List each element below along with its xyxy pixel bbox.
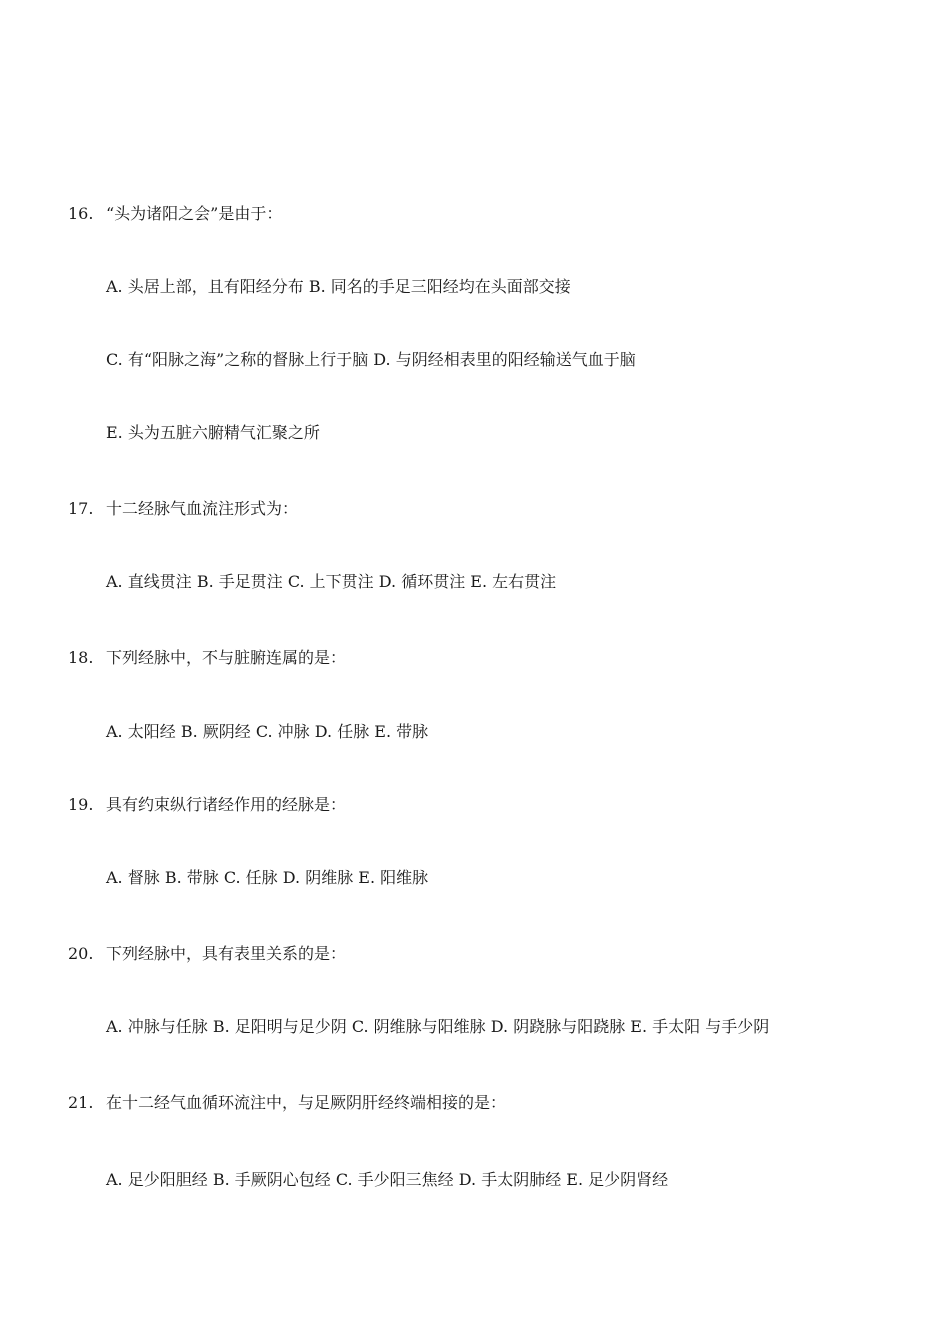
question-text: 具有约束纵行诸经作用的经脉是： xyxy=(106,795,347,814)
question-number: 19. xyxy=(68,795,94,814)
question-18-options-line-1: A. 太阳经 B. 厥阴经 C. 冲脉 D. 任脉 E. 带脉 xyxy=(106,722,429,741)
question-16-stem xyxy=(68,203,282,225)
question-text: 十二经脉气血流注形式为： xyxy=(106,499,299,518)
question-text: “头为诸阳之会”是由于： xyxy=(106,204,283,223)
question-21-stem xyxy=(68,1092,506,1114)
question-text: 在十二经气血循环流注中，与足厥阴肝经终端相接的是： xyxy=(106,1093,507,1112)
question-19-stem xyxy=(68,794,346,816)
question-21-options-line-1: A. 足少阳胆经 B. 手厥阴心包经 C. 手少阳三焦经 D. 手太阴肺经 E. 足少阴肾经 xyxy=(106,1170,669,1189)
question-16-options-line-3: E. 头为五脏六腑精气汇聚之所 xyxy=(106,423,320,442)
question-number: 18. xyxy=(68,648,94,667)
question-20-options-line-1: A. 冲脉与任脉 B. 足阳明与足少阴 C. 阴维脉与阳维脉 D. 阴跷脉与阳跷脉 E. 手太阳 与手少阴 xyxy=(106,1017,770,1036)
question-number: 16. xyxy=(68,204,94,223)
question-text: 下列经脉中，具有表里关系的是： xyxy=(106,944,347,963)
question-17-options-line-1: A. 直线贯注 B. 手足贯注 C. 上下贯注 D. 循环贯注 E. 左右贯注 xyxy=(106,572,557,591)
question-20-stem xyxy=(68,943,346,965)
question-18-stem xyxy=(68,647,346,669)
question-17-stem xyxy=(68,498,298,520)
question-text: 下列经脉中，不与脏腑连属的是： xyxy=(106,648,347,667)
question-number: 20. xyxy=(68,944,94,963)
question-number: 21. xyxy=(68,1093,94,1112)
question-number: 17. xyxy=(68,499,94,518)
question-16-options-line-1: A. 头居上部，且有阳经分布 B. 同名的手足三阳经均在头面部交接 xyxy=(106,277,571,296)
question-16-options-line-2: C. 有“阳脉之海”之称的督脉上行于脑 D. 与阴经相表里的阳经输送气血于脑 xyxy=(106,350,636,369)
question-19-options-line-1: A. 督脉 B. 带脉 C. 任脉 D. 阴维脉 E. 阳维脉 xyxy=(106,868,429,887)
